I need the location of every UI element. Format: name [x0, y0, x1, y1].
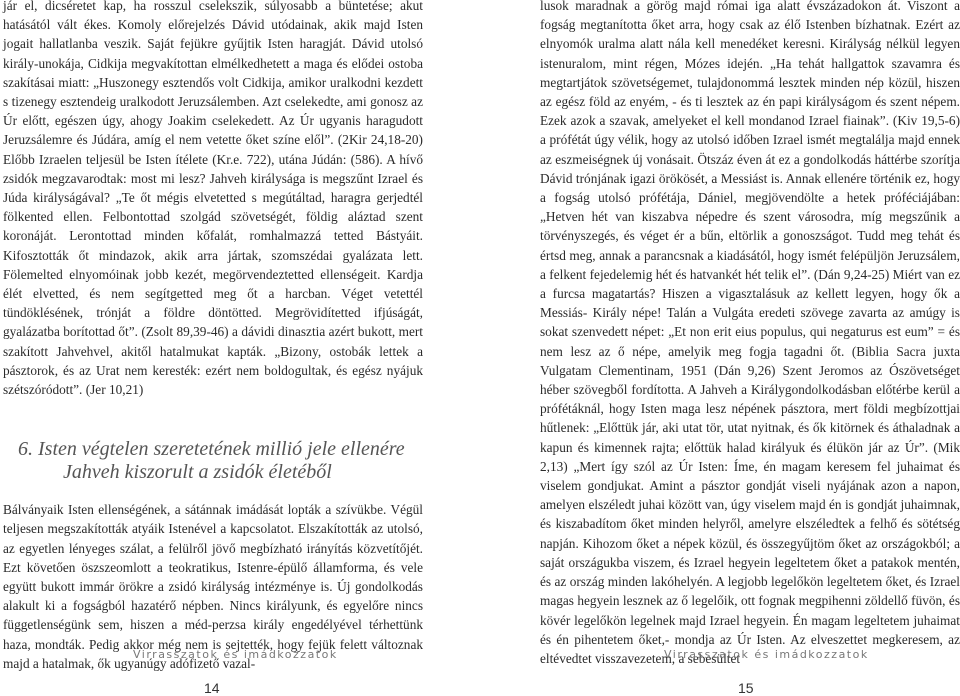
left-paragraph-2: Bálványaik Isten ellenségének, a sátánnak imádását lopták a szívükbe. Végül teljesen megszakították atyáik Istenével a kapcsolatot. Elszakították az utolsó, az egyetlen lényeges szálat, a felülről jövő megbízható irányítás közvetítőjét. Ezt követően öszszeomlott a teokratikus, Istenre-épülő államforma, és vele együtt bukott immár örökre a zsidó királyság intézménye is. Új gondolkodás alakult ki a fogságból hazatérő népben. Nincs királyunk, és egyelőre nincs függetlenségünk sem, hiszen a méd-perzsa király engedélyével térhettünk haza, mondták. Pedig akkor még nem is sejtették, hogy fejük felett változnak majd a hatalmak, ők ugyanúgy adófizető vazal-: [3, 502, 423, 671]
right-running-footer: Virrasszatok és imádkozzatok: [664, 648, 869, 661]
left-page: [0, 0, 440, 673]
chapter-heading: [0, 438, 440, 484]
left-paragraph-1: jár el, dicséretet kap, ha rosszul cselekszik, súlyosabb a büntetése; akut hatásától vált ékes. Komoly előrejelzés Dávid utódainak, akik majd Isten jogait hallatlanba veszik. Saját fejükre gyűjtik Isten haragját. Dávid utolsó király-unokája, Cidkija megvakítottan elmélkedhetett a maga és elődei ostoba szakításai miatt: „Huszonegy esztendős volt Cidkija, amikor uralkodni kezdett s tizenegy esztendeig uralkodott Jeruzsálemben. Azt cselekedte, ami gonosz az Úr előtt, egészen úgy, ahogy Joakim cselekedett. Az Úr ugyanis haragudott Jeruzsálemre és Júdára, amíg el nem vetette őket színe elől”. (2Kir 24,18-20) Előbb Izraelen teljesül be Isten ítélete (Kr.e. 722), utána Júdán: (586). A hívő zsidók megzavarodtak: most mi lesz? Jahveh királysága is megszűnt Izrael és Júda királyságával? „Te őt mégis elvetetted s megútáltad, haragra gerjedtél fölkented ellen. Felbontottad szolgád szövetségét, földig aláztad szent koronáját. Lerontottad minden kőfalát, romhalmazzá tetted Bástyáit. Kifosztották őt mindazok, akik arra jártak, szomszédai gyalázata lett. Fölemelted elnyomóinak jobb kezét, megörvendeztetted ellenségeit. Kardja élét elvetted, és nem segítgetted meg őt a harcban. Véget vetettél tündöklésének, trónját a földre döntötted. Megrövidítetted ifjúságát, gyalázatba borítottad őt”. (Zsolt 89,39-46) a dávidi dinasztia azért bukott, mert szakított Jahvehvel, akitől hatalmukat kapták. „Bizony, ostobák lettek a pásztorok, és az Urat nem keresték: ezért nem boldogultak, és egész nyájuk szétszóródott”. (Jer 10,21): [3, 0, 423, 398]
chapter-heading-line-2: Jahveh kiszorult a zsidók életéből: [63, 461, 332, 484]
right-page-number: 15: [738, 680, 754, 696]
right-page: [531, 0, 960, 668]
left-running-footer: Virrasszatok és imádkozzatok: [133, 648, 338, 661]
chapter-heading-line-1: 6. Isten végtelen szeretetének millió jele ellenére: [18, 438, 405, 461]
right-paragraph-1: lusok maradnak a görög majd római iga alatt évszázadokon át. Viszont a fogság megtanította őket arra, hogy csak az élő Istenben bízhatnak. Ezért az elnyomók uralma alatt nála kell menedéket keresni. Királyság nélkül legyen istenuralom, mint régen, Mózes idején. „Ha tehát hallgattok szavamra és megtartjátok szövetségemet, tulajdonommá lesztek minden nép közül, hiszen az egész föld az enyém, - és ti lesztek az én papi királyságom és szent népem. Ezek azok a szavak, amelyeket el kell mondanod Izrael fiainak”. (Kiv 19,5-6) a prófétát úgy vélik, hogy az utolsó időben Izrael ismét megtalálja majd ennek az eszmeiségnek új vonásait. Ötszáz éven át ez a gondolkodás háttérbe szorítja Dávid trónjának igazi örökösét, a Messiást is. Annak ellenére történik ez, hogy a fogság utolsó prófétája, Dániel, megjövendölte a hetek próféciájában: „Hetven hét van kiszabva népedre és szent városodra, míg megszűnik a törvényszegés, és véget ér a bűn, eltörlik a gonoszságot. Tudd meg tehát és értsd meg, annak a parancsnak a kiadásától, hogy ismét felépüljön Jeruzsálem, a felkent fejedelemig hét és hatvankét hét telik el”. (Dán 9,24-25) Miért van ez a furcsa magatartás? Hiszen a vigasztalásuk az kellett legyen, hogy ők a Messiás- Király népe! Talán a Vulgáta eredeti szövege zavarta az amúgy is sokat szenvedett népet: „Et non erit eius populus, qui negaturus est eum” = és nem lesz az ő népe, amelyik meg fogja tagadni őt. (Biblia Sacra juxta Vulgatam Clementinam, 1951 (Dán 9,26) Szent Jeromos az Ószövetséget héber szövegből fordította. A Jahveh a Királygondolkodásban előtérbe kerül a prófétáknál, hogy Isten maga lesz népének pásztora, mert földi megbízottjai hűtlenek: „Előttük jár, aki utat tör, utat nyitnak, és ők kitörnek és áthaladnak a kapun és kimennek rajta; előttük halad királyuk és élükön jár az Úr”. (Mik 2,13) „Mert így szól az Úr Isten: Íme, én magam keresem fel juhaimat és viselem gondjukat. Amint a pásztor gondját viseli nyájának azon a napon, amelyen elszéledt juhai között van, úgy viselem majd én is gondját juhaimnak, és kiszabadítom őket minden helyről, amelyre elszéledtek a felhő és sötétség napján. Kihozom őket a népek közül, és összegyűjtöm őket az országokból; a saját országukba viszem, és Izrael hegyein legeltetem őket a patakok mentén, és az ország minden lakóhelyén. A legjobb legelőkön legeltetem őket, és Izrael magas hegyein lesznek az ő legelőik, ott fognak megpihenni zöldellő füvön, és kövér legelőkön legelnek majd Izrael hegyein. Én magam legeltetem juhaimat és én pihentetem őket,- mondja az Úr Isten. Az elveszettet megkeresem, az eltévedtet visszavezetem, a sebesültet: [540, 0, 960, 666]
left-page-number: 14: [204, 680, 220, 696]
